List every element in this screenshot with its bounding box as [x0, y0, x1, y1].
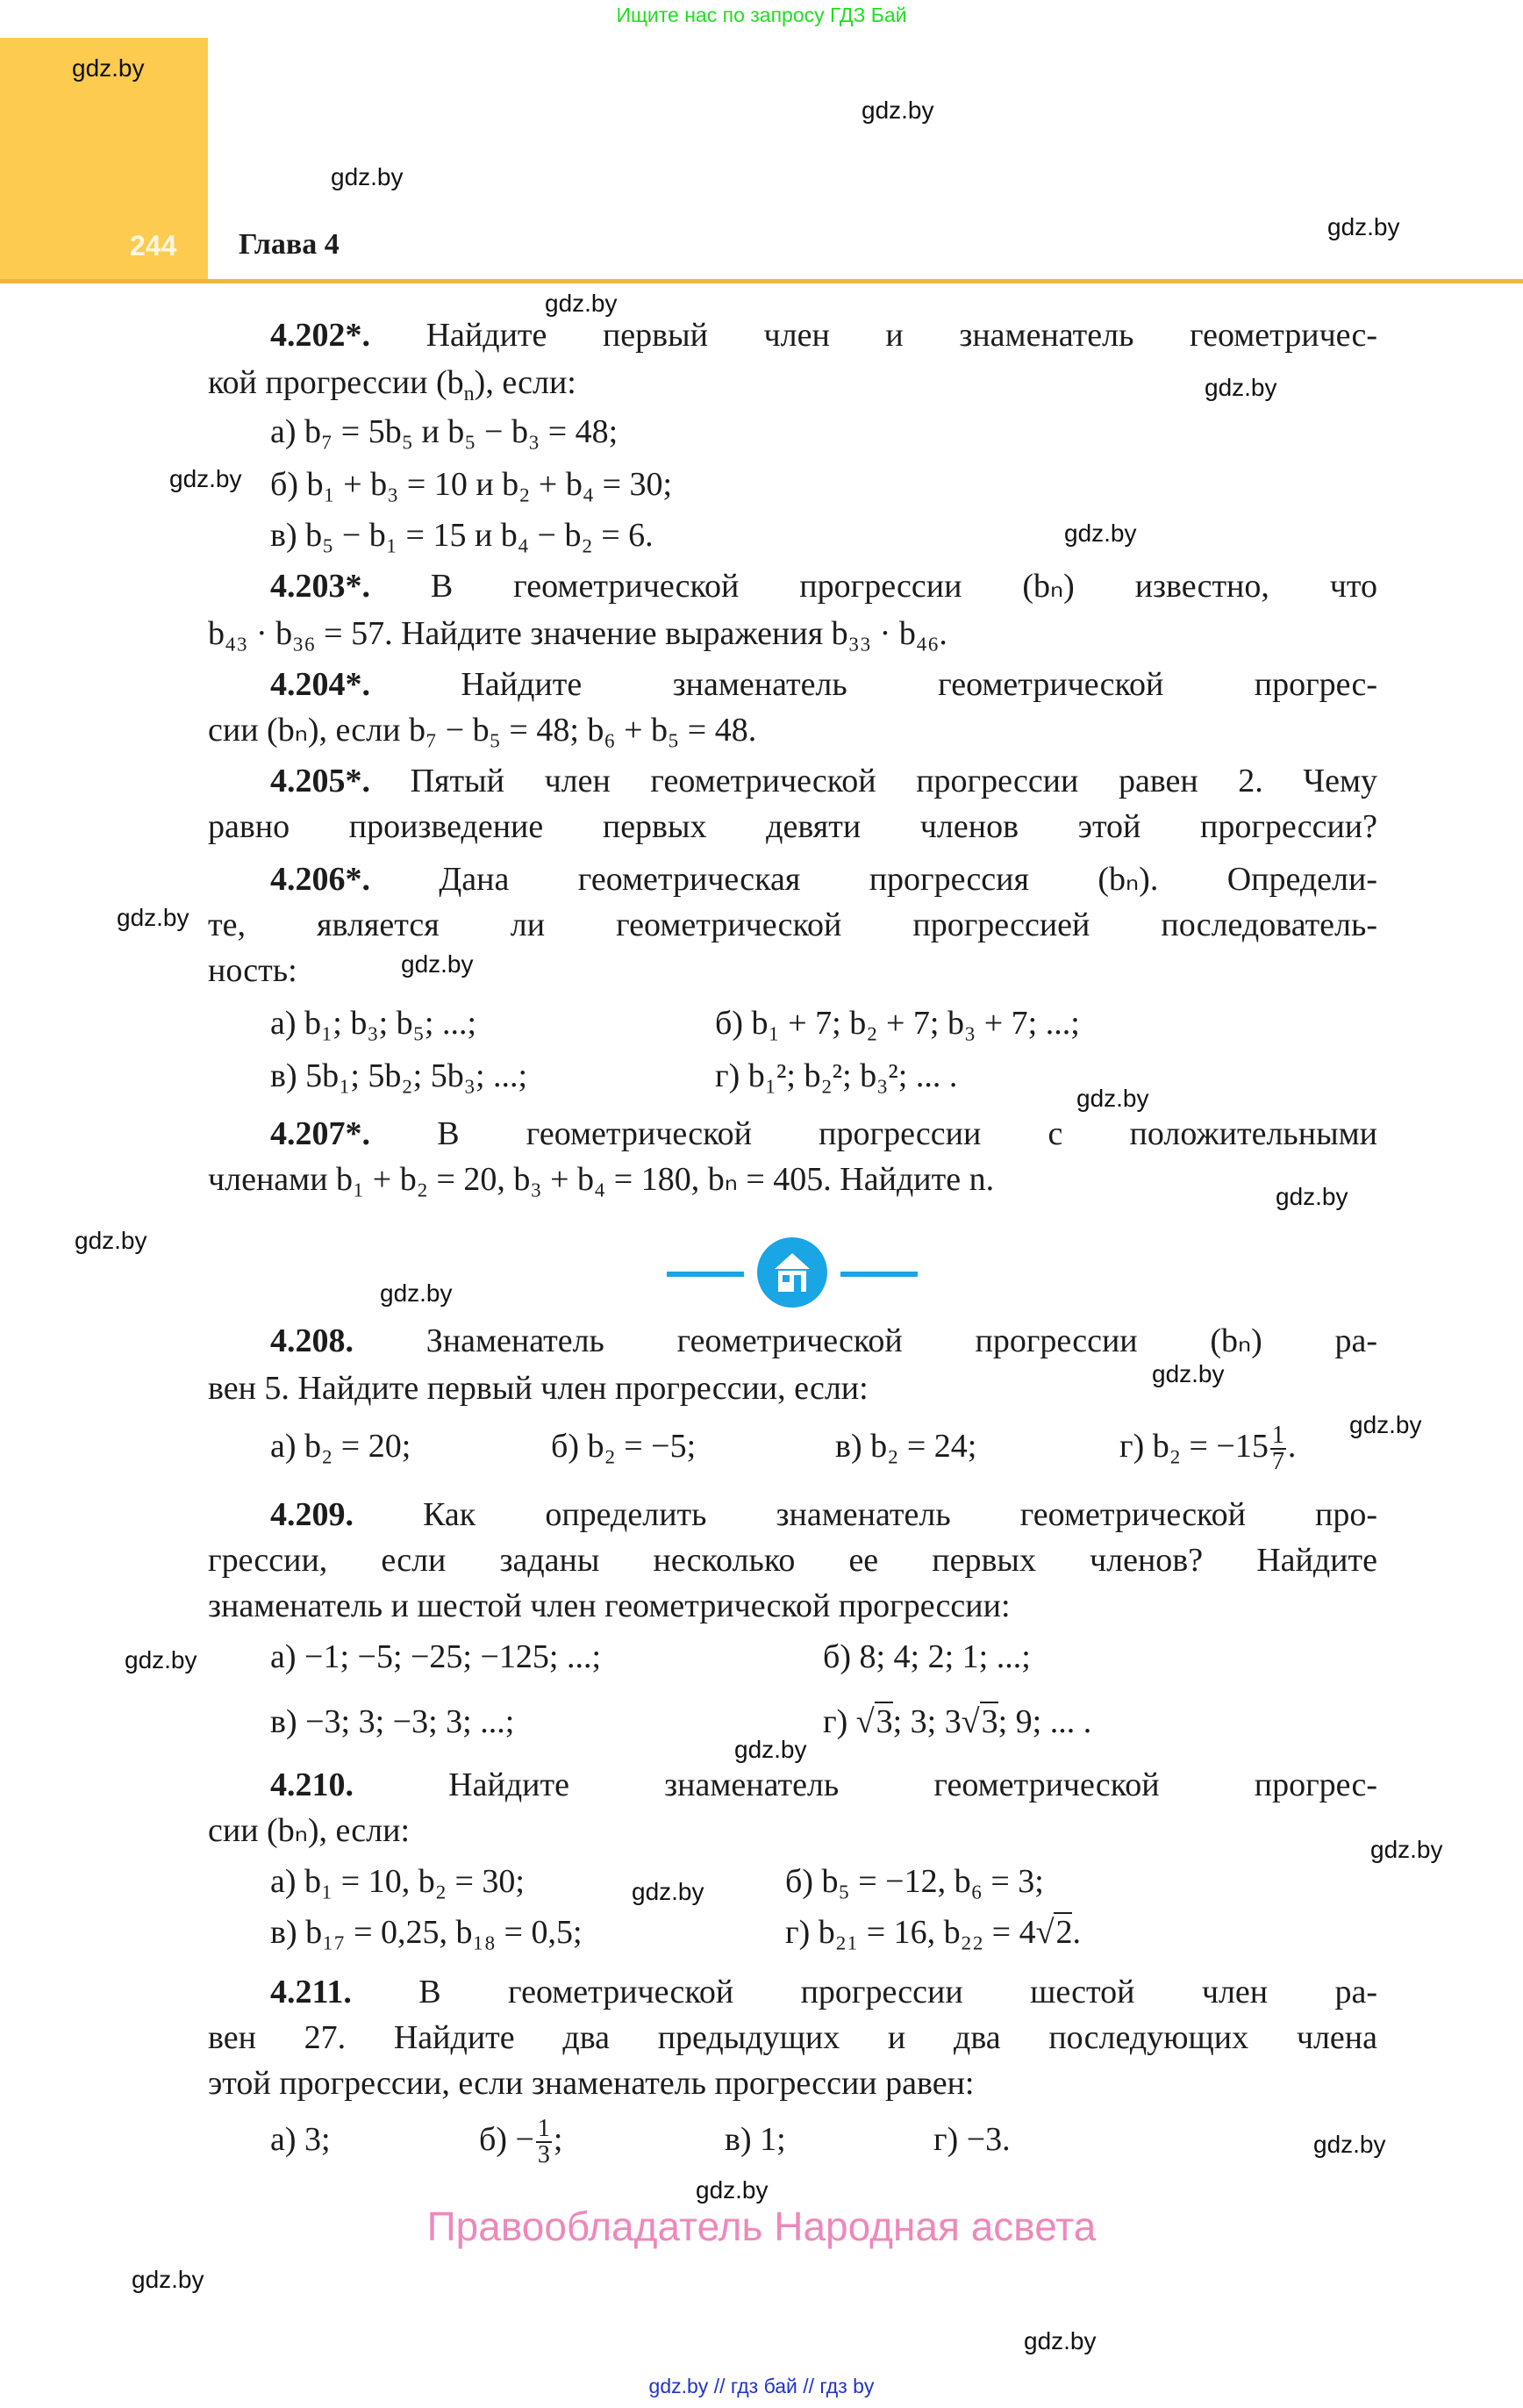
problem-4-207-line1: 4.207*. В геометрической прогрессии с положительными	[270, 1115, 1378, 1152]
watermark: gdz.by	[117, 904, 189, 931]
problem-4-202-option-c: в) b₅ − b₁ = 15 и b₄ − b₂ = 6.	[270, 517, 654, 554]
watermark: gdz.by	[696, 2176, 769, 2204]
problem-4-209-option-a: а) −1; −5; −25; −125; ...;	[270, 1638, 602, 1675]
search-banner: Ищите нас по запросу ГДЗ Бай	[616, 4, 907, 26]
problem-4-208-option-d: г) b₂ = −15 $\frac{1}{7}$ .	[1119, 1422, 1297, 1476]
watermark: gdz.by	[632, 1878, 704, 1905]
problem-4-208-line2: вен 5. Найдите первый член прогрессии, если:	[208, 1370, 869, 1407]
problem-4-206-line1: 4.206*. Дана геометрическая прогрессия (bₙ). Определи-	[270, 861, 1378, 898]
problem-4-206-option-b: б) b₁ + 7; b₂ + 7; b₃ + 7; ...;	[715, 1005, 1080, 1042]
problem-4-202-line2: кой прогрессии $(b_n)$, если:	[208, 364, 576, 405]
watermark: gdz.by	[1276, 1183, 1348, 1210]
watermark: gdz.by	[1076, 1085, 1149, 1112]
copyright-notice: Правообладатель Народная асвета	[426, 2204, 1097, 2249]
problem-4-211-line3: этой прогрессии, если знаменатель прогрессии равен:	[208, 2065, 975, 2102]
problem-4-202-option-b: б) b₁ + b₃ = 10 и b₂ + b₄ = 30;	[270, 466, 673, 503]
problem-4-210-option-b: б) b₅ = −12, b₆ = 3;	[785, 1863, 1044, 1900]
problem-4-211-option-d: г) −3.	[933, 2121, 1011, 2158]
header-rule	[0, 279, 1523, 283]
problem-4-210-option-c: в) b₁₇ = 0,25, b₁₈ = 0,5;	[270, 1914, 583, 1951]
divider-line-right	[840, 1272, 918, 1277]
watermark: gdz.by	[1313, 2131, 1386, 2158]
problem-4-208-option-b: б) b₂ = −5;	[551, 1428, 697, 1465]
watermark: gdz.by	[331, 163, 404, 190]
problem-4-206-line2: те, является ли геометрической прогрессией последователь-	[208, 907, 1377, 943]
chapter-title: Глава 4	[239, 228, 340, 261]
home-icon	[757, 1237, 827, 1308]
problem-4-204-line1: 4.204*. Найдите знаменатель геометрической прогрес-	[270, 666, 1378, 703]
watermark: gdz.by	[734, 1736, 807, 1763]
problem-4-210-option-d: г) b₂₁ = 16, b₂₂ = 4√2.	[785, 1914, 1081, 1951]
watermark: gdz.by	[1152, 1360, 1225, 1387]
watermark: gdz.by	[72, 54, 145, 82]
problem-4-206-option-d: г) b₁²; b₂²; b₃²; ... .	[715, 1057, 958, 1094]
watermark: gdz.by	[1205, 374, 1277, 401]
problem-4-211-line2: вен 27. Найдите два предыдущих и два последующих члена	[208, 2019, 1377, 2056]
problem-4-205-line1: 4.205*. Пятый член геометрической прогрессии равен 2. Чему	[270, 763, 1378, 799]
problem-4-203-line2: b₄₃ · b₃₆ = 57. Найдите значение выражения b₃₃ · b₄₆.	[208, 615, 947, 652]
problem-4-207-line2: членами b₁ + b₂ = 20, b₃ + b₄ = 180, bₙ = 405. Найдите n.	[208, 1161, 995, 1198]
problem-4-210-option-a: а) b₁ = 10, b₂ = 30;	[270, 1863, 525, 1900]
watermark: gdz.by	[132, 2266, 204, 2293]
homework-divider	[667, 1246, 921, 1316]
problem-4-209-option-c: в) −3; 3; −3; 3; ...;	[270, 1703, 515, 1740]
watermark: gdz.by	[1024, 2327, 1097, 2354]
problem-4-209-line1: 4.209. Как определить знаменатель геометрической про-	[270, 1496, 1377, 1533]
problem-4-205-line2: равно произведение первых девяти членов этой прогрессии?	[208, 808, 1377, 845]
watermark: gdz.by	[1064, 520, 1137, 547]
problem-4-210-line1: 4.210. Найдите знаменатель геометрической прогрес-	[270, 1767, 1378, 1803]
problem-4-202-option-a: а) b₇ = 5b₅ и b₅ − b₃ = 48;	[270, 413, 618, 450]
watermark: gdz.by	[545, 290, 618, 317]
problem-4-209-option-d: г) √3; 3; 3√3; 9; ... .	[823, 1703, 1092, 1740]
page-number: 244	[130, 230, 177, 262]
watermark: gdz.by	[380, 1279, 453, 1307]
problem-4-204-line2: сии (bₙ), если b₇ − b₅ = 48; b₆ + b₅ = 48.	[208, 712, 757, 749]
watermark: gdz.by	[1349, 1411, 1422, 1438]
problem-4-208-line1: 4.208. Знаменатель геометрической прогрессии (bₙ) ра-	[270, 1322, 1378, 1359]
problem-4-206-line3: ность:	[208, 952, 297, 989]
problem-4-206-option-a: а) b₁; b₃; b₅; ...;	[270, 1005, 476, 1042]
problem-4-209-option-b: б) 8; 4; 2; 1; ...;	[823, 1638, 1031, 1675]
watermark: gdz.by	[401, 950, 474, 978]
problem-4-209-line2: грессии, если заданы несколько ее первых членов? Найдите	[208, 1542, 1377, 1579]
problem-4-210-line2: сии (bₙ), если:	[208, 1812, 411, 1849]
problem-4-203-line1: 4.203*. В геометрической прогрессии (bₙ) известно, что	[270, 568, 1378, 605]
divider-line-left	[667, 1272, 744, 1277]
problem-4-211-option-b: б) − $\frac{1}{3}$ ;	[479, 2115, 563, 2169]
watermark: gdz.by	[1327, 213, 1400, 240]
problem-4-208-option-c: в) b₂ = 24;	[835, 1428, 977, 1465]
problem-4-211-option-c: в) 1;	[725, 2121, 786, 2158]
watermark: gdz.by	[75, 1227, 147, 1254]
footer-links[interactable]: gdz.by // гдз бай // гдз by	[648, 2375, 875, 2397]
problem-4-202-line1: 4.202*. Найдите первый член и знаменатель геометричес-	[270, 317, 1378, 354]
problem-4-208-option-a: а) b₂ = 20;	[270, 1428, 411, 1465]
watermark: gdz.by	[862, 97, 934, 124]
watermark: gdz.by	[169, 465, 242, 492]
problem-4-206-option-c: в) 5b₁; 5b₂; 5b₃; ...;	[270, 1057, 528, 1094]
watermark: gdz.by	[125, 1646, 197, 1673]
problem-4-211-option-a: а) 3;	[270, 2121, 331, 2158]
watermark: gdz.by	[1370, 1836, 1443, 1863]
problem-4-209-line3: знаменатель и шестой член геометрической прогрессии:	[208, 1587, 1011, 1624]
problem-4-211-line1: 4.211. В геометрической прогрессии шестой член ра-	[270, 1974, 1377, 2010]
